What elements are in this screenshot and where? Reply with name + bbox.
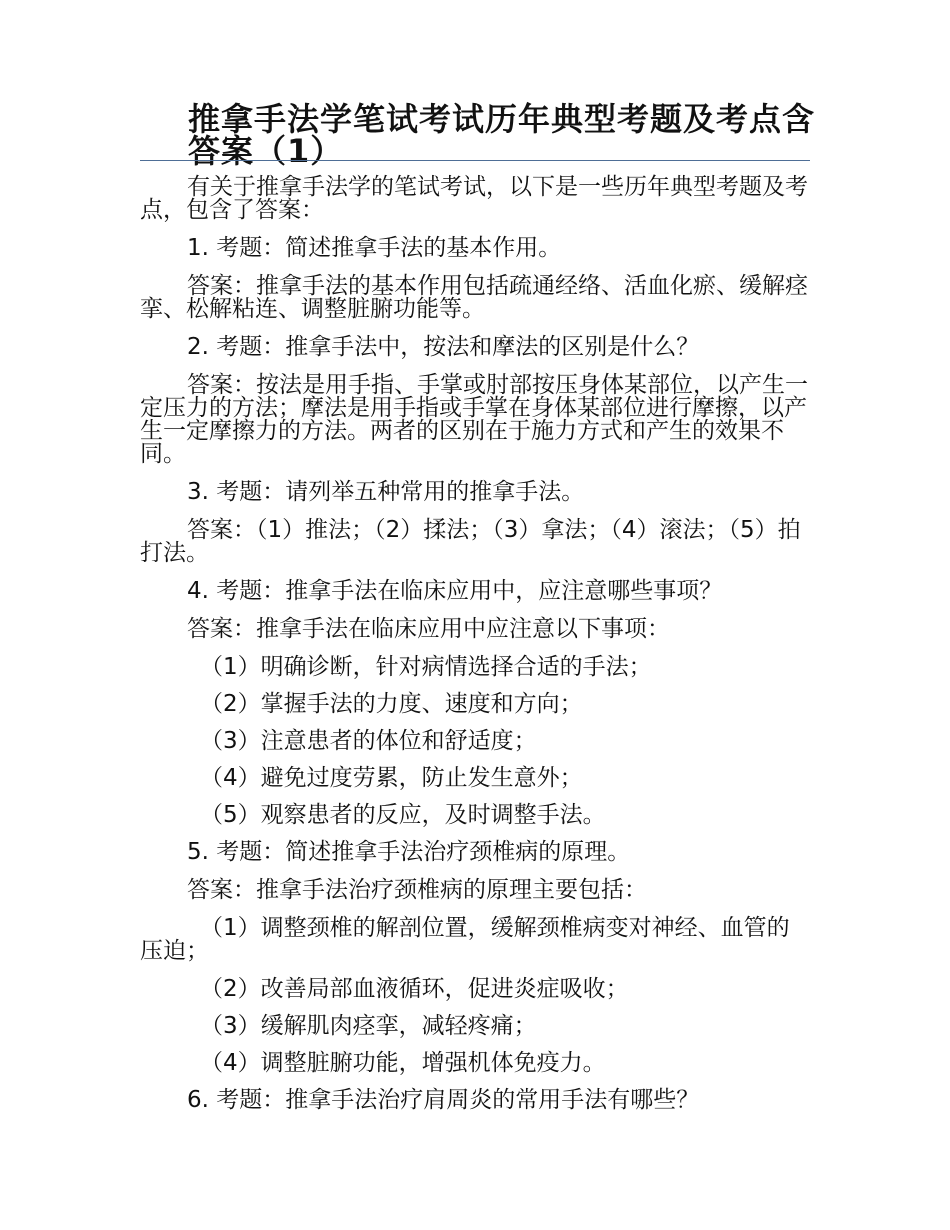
question-paragraph: 2. 考题：推拿手法中，按法和摩法的区别是什么？ [187,334,700,360]
document-body [140,176,810,1127]
document-title: 推拿手法学笔试考试历年典型考题及考点含答案（1） [188,100,816,170]
intro-paragraph: 有关于推拿手法学的笔试考试，以下是一些历年典型考题及考点，包含了答案： [140,174,808,223]
question-paragraph: 4. 考题：推拿手法在临床应用中，应注意哪些事项？ [187,578,723,604]
title-underline [140,160,810,161]
answer-paragraph: 答案：推拿手法的基本作用包括疏通经络、活血化瘀、缓解痉挛、松解粘连、调整脏腑功能等。 [140,273,808,322]
list-item: （1）调整颈椎的解剖位置，缓解颈椎病变对神经、血管的压迫； [140,915,790,964]
list-item: （5）观察患者的反应，及时调整手法。 [200,802,606,828]
list-item: （3）缓解肌肉痉挛，减轻疼痛； [200,1013,537,1039]
list-item: （1）明确诊断，针对病情选择合适的手法； [200,654,652,680]
list-item: （2）掌握手法的力度、速度和方向； [200,691,583,717]
question-paragraph: 1. 考题：简述推拿手法的基本作用。 [187,235,562,261]
list-item: （2）改善局部血液循环，促进炎症吸收； [200,976,629,1002]
list-item: （4）调整脏腑功能，增强机体免疫力。 [200,1050,606,1076]
list-item: （3）注意患者的体位和舒适度； [200,728,537,754]
question-paragraph: 6. 考题：推拿手法治疗肩周炎的常用手法有哪些？ [187,1087,700,1113]
question-paragraph: 5. 考题：简述推拿手法治疗颈椎病的原理。 [187,839,631,865]
answer-paragraph: 答案：按法是用手指、手掌或肘部按压身体某部位，以产生一定压力的方法；摩法是用手指或手掌在身体某部位进行摩擦，以产生一定摩擦力的方法。两者的区别在于施力方式和产生的效果不同。 [140,372,808,467]
answer-paragraph: 答案：推拿手法治疗颈椎病的原理主要包括： [187,877,647,903]
list-item: （4）避免过度劳累，防止发生意外； [200,765,583,791]
question-paragraph: 3. 考题：请列举五种常用的推拿手法。 [187,479,585,505]
answer-paragraph: 答案：（1）推法；（2）揉法；（3）拿法；（4）滚法；（5）拍打法。 [140,517,801,566]
answer-paragraph: 答案：推拿手法在临床应用中应注意以下事项： [187,616,670,642]
